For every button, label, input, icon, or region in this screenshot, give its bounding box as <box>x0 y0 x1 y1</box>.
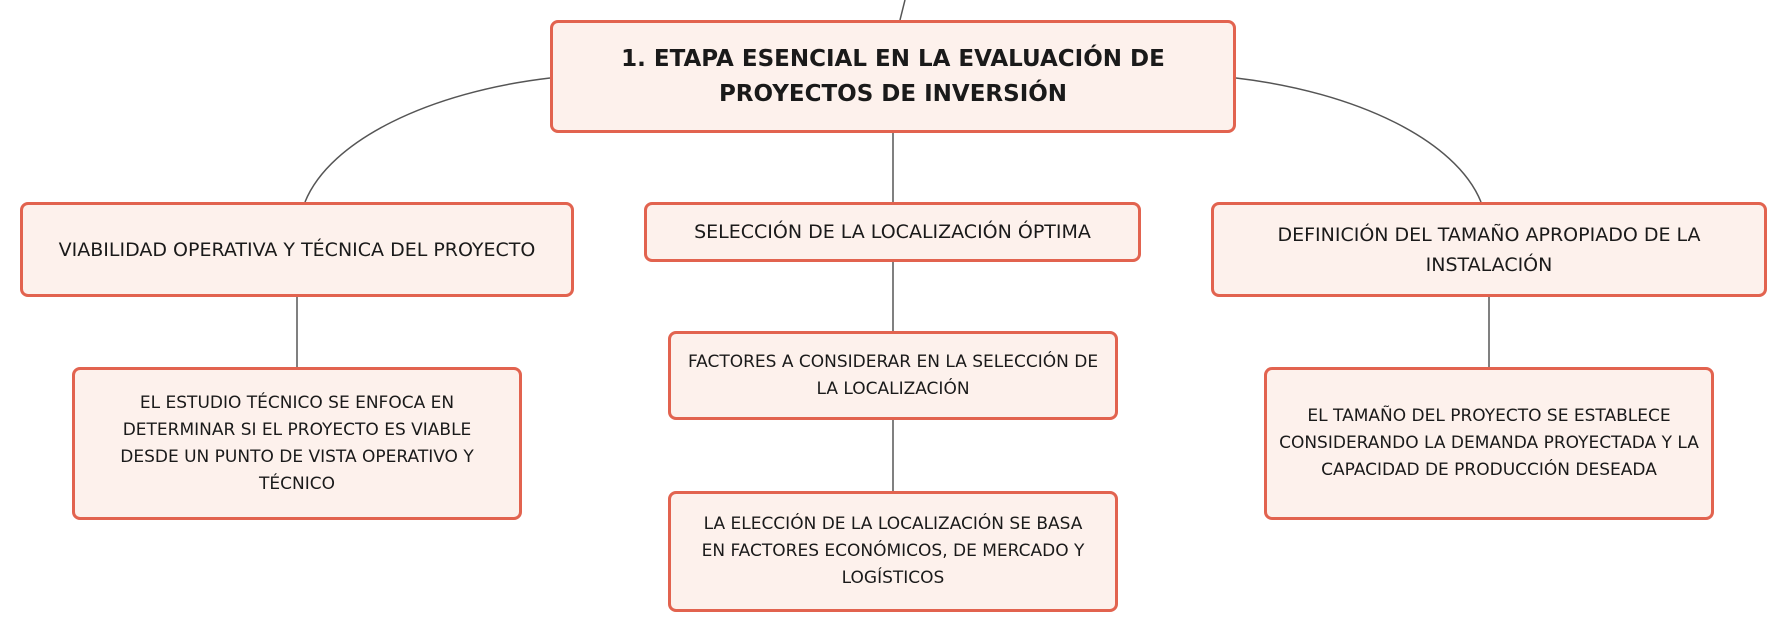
detail-node-label: EL TAMAÑO DEL PROYECTO SE ESTABLECE CONSIDERANDO LA DEMANDA PROYECTADA Y LA CAPACIDAD DE PRODUCCIÓN DESEADA <box>1279 406 1699 480</box>
branch-node-tamano[interactable] <box>1211 202 1767 297</box>
root-node[interactable] <box>550 20 1236 133</box>
detail-node-estudio-tecnico[interactable] <box>72 367 522 520</box>
branch-node-label: VIABILIDAD OPERATIVA Y TÉCNICA DEL PROYECTO <box>58 238 536 261</box>
connector-parent-root <box>900 0 905 20</box>
connector-root-branch-1 <box>305 78 550 202</box>
branch-node-label: DEFINICIÓN DEL TAMAÑO APROPIADO DE LA INSTALACIÓN <box>1277 223 1701 276</box>
branch-node-localizacion[interactable] <box>644 202 1141 262</box>
detail-node-eleccion[interactable] <box>668 491 1118 612</box>
root-node-label: 1. ETAPA ESENCIAL EN LA EVALUACIÓN DE PROYECTOS DE INVERSIÓN <box>621 45 1165 107</box>
detail-node-label: EL ESTUDIO TÉCNICO SE ENFOCA EN DETERMINAR SI EL PROYECTO ES VIABLE DESDE UN PUNTO DE VISTA OPERATIVO Y TÉCNICO <box>120 392 474 494</box>
branch-node-viabilidad[interactable] <box>20 202 574 297</box>
detail-node-label: FACTORES A CONSIDERAR EN LA SELECCIÓN DE LA LOCALIZACIÓN <box>687 351 1099 399</box>
detail-node-label: LA ELECCIÓN DE LA LOCALIZACIÓN SE BASA EN FACTORES ECONÓMICOS, DE MERCADO Y LOGÍSTICOS <box>701 514 1085 588</box>
detail-node-tamano-proyecto[interactable] <box>1264 367 1714 520</box>
detail-node-factores[interactable] <box>668 331 1118 420</box>
branch-node-label: SELECCIÓN DE LA LOCALIZACIÓN ÓPTIMA <box>694 221 1091 243</box>
connector-root-branch-3 <box>1236 78 1481 202</box>
